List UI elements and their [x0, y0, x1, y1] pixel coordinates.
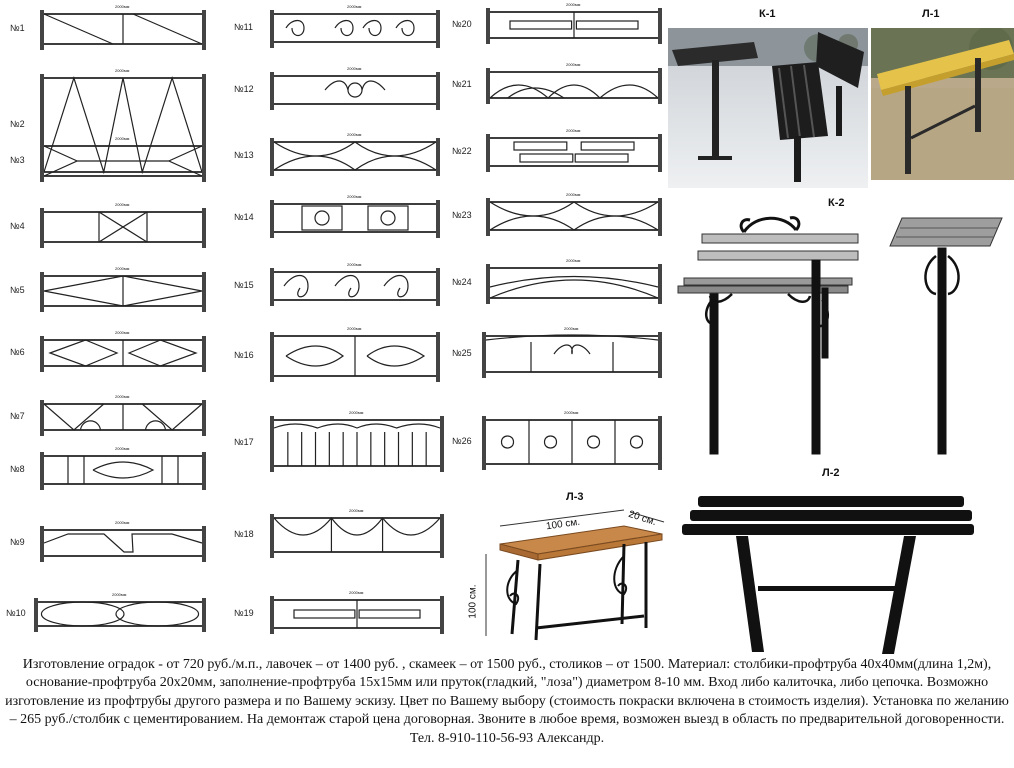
fence-dimension-label: 2000мм	[115, 202, 130, 207]
fence-dimension-label: 2000мм	[347, 262, 362, 267]
fence-number-label: №22	[452, 146, 472, 156]
fence-number-label: №25	[452, 348, 472, 358]
fence-drawing	[270, 512, 444, 558]
fence-number-label: №10	[6, 608, 26, 618]
fence-dimension-label: 2000мм	[349, 410, 364, 415]
fence-drawing	[40, 140, 206, 182]
product-title-l3: Л-3	[566, 491, 584, 503]
fence-number-label: №4	[10, 221, 25, 231]
product-title-l2: Л-2	[822, 467, 840, 479]
fence-drawing	[482, 330, 662, 378]
fence-drawing	[270, 198, 440, 238]
fence-dimension-label: 2000мм	[115, 394, 130, 399]
fence-number-label: №18	[234, 529, 254, 539]
fence-drawing	[40, 206, 206, 248]
fence-dimension-label: 2000мм	[566, 62, 581, 67]
fence-dimension-label: 2000мм	[115, 520, 130, 525]
fence-dimension-label: 2000мм	[115, 4, 130, 9]
fence-number-label: №15	[234, 280, 254, 290]
fence-drawing	[270, 8, 440, 48]
fence-dimension-label: 2000мм	[564, 410, 579, 415]
fence-dimension-label: 2000мм	[566, 258, 581, 263]
fence-dimension-label: 2000мм	[115, 446, 130, 451]
fence-dimension-label: 2000мм	[347, 66, 362, 71]
dimension-height: 100 см.	[467, 584, 479, 619]
fence-number-label: №9	[10, 537, 25, 547]
fence-drawing	[486, 132, 662, 172]
fence-drawing	[270, 414, 444, 472]
fence-drawing	[482, 414, 662, 470]
fence-dimension-label: 2000мм	[566, 192, 581, 197]
fence-number-label: №16	[234, 350, 254, 360]
fence-drawing	[486, 6, 662, 44]
photo-k1	[668, 28, 868, 188]
fence-number-label: №23	[452, 210, 472, 220]
fence-dimension-label: 2000мм	[347, 326, 362, 331]
fence-number-label: №17	[234, 437, 254, 447]
fence-dimension-label: 2000мм	[566, 128, 581, 133]
fence-number-label: №1	[10, 23, 25, 33]
fence-dimension-label: 2000мм	[115, 330, 130, 335]
fence-dimension-label: 2000мм	[566, 2, 581, 7]
fence-drawing	[486, 66, 662, 104]
fence-dimension-label: 2000мм	[347, 132, 362, 137]
fence-number-label: №26	[452, 436, 472, 446]
drawing-k2	[672, 208, 1014, 464]
dimension-length: 100 см.	[545, 516, 581, 533]
fence-drawing	[40, 8, 206, 50]
fence-dimension-label: 2000мм	[347, 4, 362, 9]
fence-drawing	[270, 266, 440, 306]
fence-number-label: №2	[10, 119, 25, 129]
fence-number-label: №21	[452, 79, 472, 89]
description-text: Изготовление оградок - от 720 руб./м.п., лавочек – от 1400 руб. , скамеек – от 1500 руб., столиков – от 1500. Материал: столбики-профтруба 40х40мм(длина 1,2м), основание-профтруба 20х20мм, заполнение-профтруба 15х15мм или пруток(гладкий, "лоза") диаметром 8-10 мм. Вход либо калиточка, либо цепочка. Возможно изготовление из профтрубы другого размера и по Вашему эскизу. Цвет по Вашему выбору (стоимость покраски включена в стоимость изделия). Установка по желанию – 265 руб./столбик с цементированием. На демонтаж старой цена договорная. Звоните в любое время, возможен выезд в область по предварительной договоренности. Тел. 8-910-110-56-93 Александр.	[5, 657, 1009, 746]
fence-number-label: №3	[10, 155, 25, 165]
product-title-k2: К-2	[828, 197, 845, 209]
fence-number-label: №24	[452, 277, 472, 287]
fence-dimension-label: 2000мм	[349, 508, 364, 513]
fence-dimension-label: 2000мм	[115, 266, 130, 271]
fence-number-label: №5	[10, 285, 25, 295]
product-title-k1: К-1	[759, 8, 776, 20]
fence-drawing	[270, 136, 440, 176]
drawing-l2	[678, 484, 978, 658]
fence-drawing	[40, 450, 206, 490]
fence-number-label: №7	[10, 411, 25, 421]
fence-dimension-label: 2000мм	[115, 68, 130, 73]
fence-number-label: №19	[234, 608, 254, 618]
fence-drawing	[270, 70, 440, 110]
fence-drawing	[486, 262, 662, 304]
fence-dimension-label: 2000мм	[115, 136, 130, 141]
fence-drawing	[270, 594, 444, 634]
fence-dimension-label: 2000мм	[564, 326, 579, 331]
fence-number-label: №6	[10, 347, 25, 357]
fence-number-label: №13	[234, 150, 254, 160]
fence-drawing	[270, 330, 440, 382]
fence-number-label: №11	[234, 22, 253, 32]
fence-dimension-label: 2000мм	[347, 194, 362, 199]
fence-drawing	[40, 398, 206, 436]
dimension-width: 20 см.	[626, 508, 658, 529]
fence-drawing	[40, 334, 206, 372]
fence-drawing	[34, 596, 206, 632]
photo-l1	[871, 28, 1014, 180]
fence-drawing	[486, 196, 662, 236]
fence-number-label: №20	[452, 19, 472, 29]
fence-drawing	[40, 270, 206, 312]
fence-dimension-label: 2000мм	[112, 592, 127, 597]
product-title-l1: Л-1	[922, 8, 940, 20]
fence-number-label: №14	[234, 212, 254, 222]
fence-number-label: №8	[10, 464, 25, 474]
fence-drawing	[40, 524, 206, 562]
fence-dimension-label: 2000мм	[349, 590, 364, 595]
fence-number-label: №12	[234, 84, 254, 94]
